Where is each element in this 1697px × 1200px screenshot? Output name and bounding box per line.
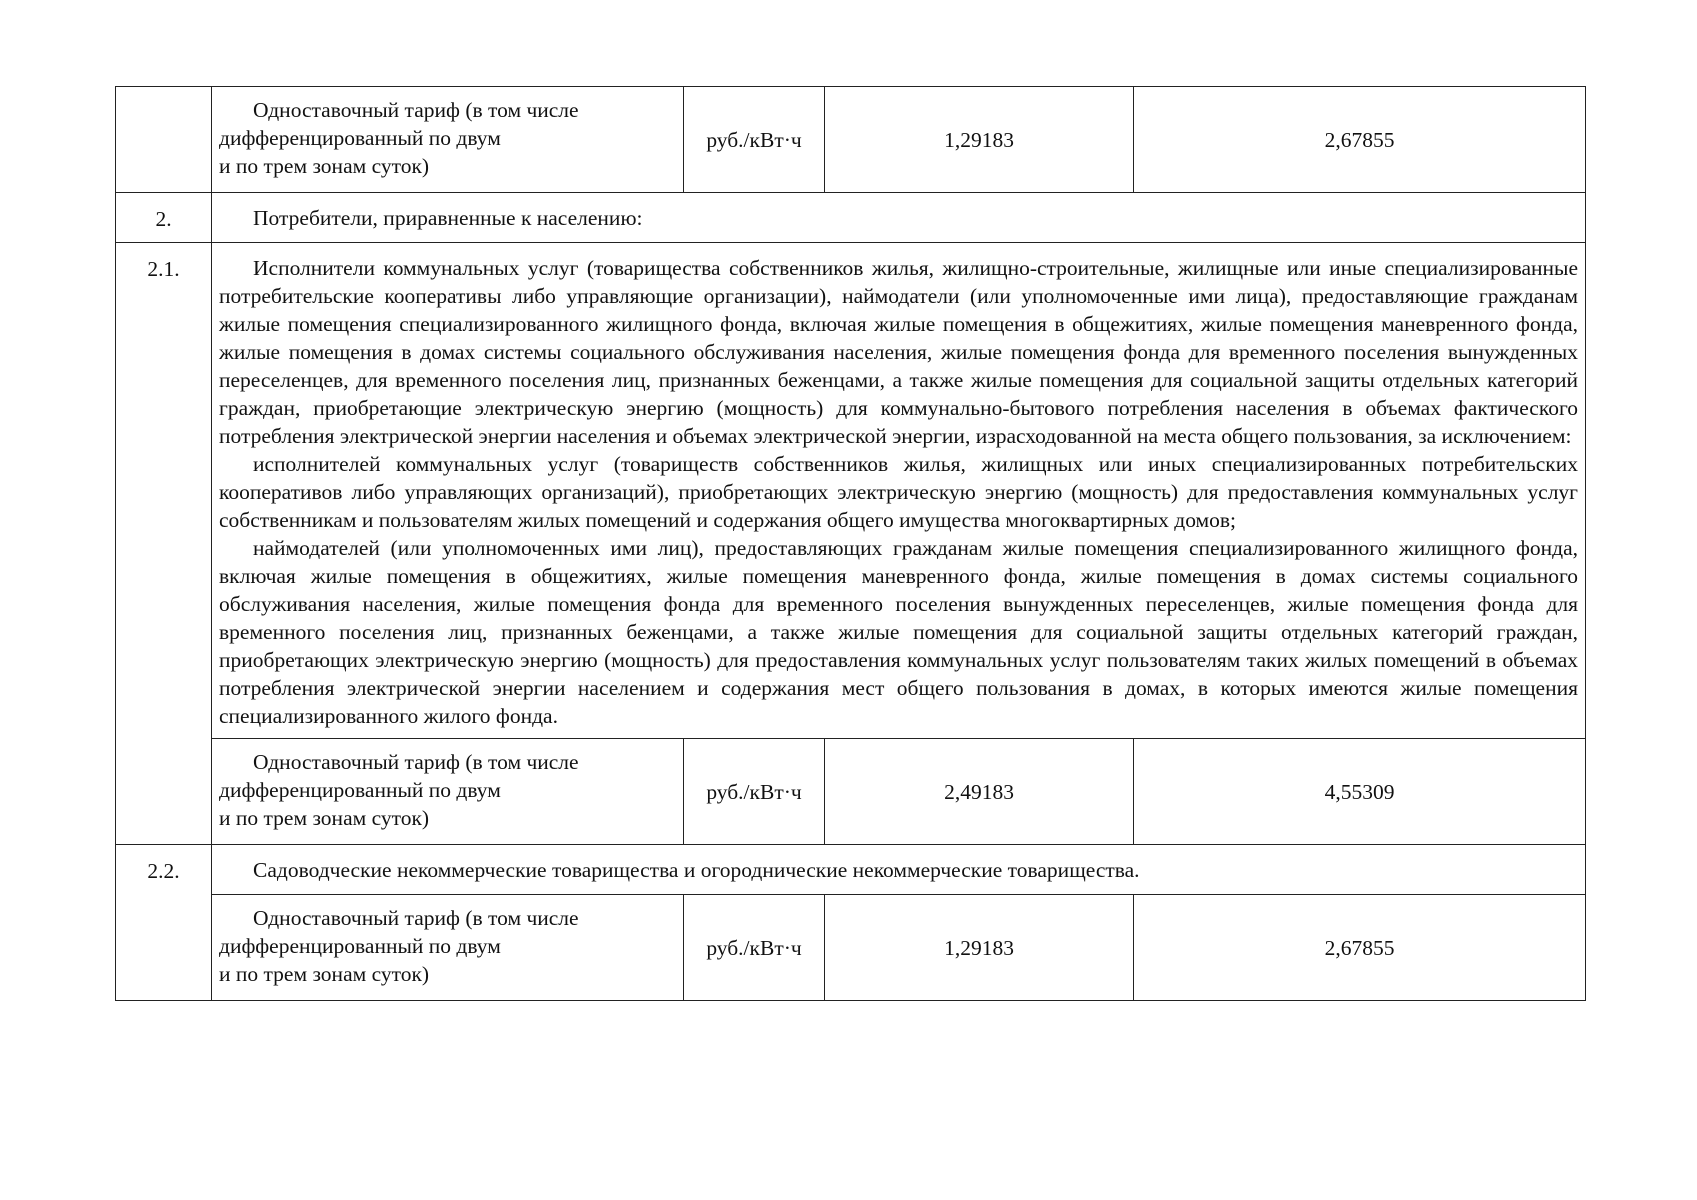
tariff-label-line: Одноставочный тариф (в том числе — [253, 906, 579, 930]
tariff-label-line: Одноставочный тариф (в том числе — [253, 98, 579, 122]
row-description — [212, 845, 1586, 895]
tariff-label-line: дифференцированный по двум — [219, 778, 501, 802]
description-paragraph: Исполнители коммунальных услуг (товарищества собственников жилья, жилищно-строительные, жилищные или иные специализированные потребительские кооперативы либо управляющие организации), наймодатели (или уполномоченные ими лица), предоставляющие гражданам жилые помещения специализированного жилищного фонда, включая жилые помещения в общежитиях, жилые помещения маневренного фонда, жилые помещения в домах системы социального обслуживания населения, жилые помещения фонда для временного поселения вынужденных переселенцев, для временного поселения лиц, признанных беженцами, а также жилые помещения для социальной защиты отдельных категорий граждан, приобретающие электрическую энергию (мощность) для коммунально-бытового потребления населения в объемах фактического потребления электрической энергии населения и объемах электрической энергии, израсходованной на места общего пользования, за исключением: — [219, 256, 1578, 448]
table-row — [116, 243, 1586, 739]
unit-cell: руб./кВт·ч — [684, 87, 825, 193]
tariff-label-line: и по трем зонам суток) — [219, 962, 430, 986]
tariff-value-1: 1,29183 — [825, 895, 1134, 1001]
tariff-value-2: 4,55309 — [1134, 739, 1586, 845]
tariff-label-line: Одноставочный тариф (в том числе — [253, 750, 579, 774]
row-number: 2.1. — [116, 243, 212, 845]
description-paragraph: наймодателей (или уполномоченных ими лиц), предоставляющих гражданам жилые помещения специализированного жилищного фонда, включая жилые помещения в общежитиях, жилые помещения маневренного фонда, жилые помещения в домах системы социального обслуживания населения, жилые помещения фонда для временного поселения вынужденных переселенцев, жилые помещения фонда для временного поселения лиц, признанных беженцами, а также жилые помещения для социальной защиты отдельных категорий граждан, приобретающих электрическую энергию (мощность) для предоставления коммунальных услуг пользователям таких жилых помещений в объемах потребления электрической энергии населением и содержания мест общего пользования в домах, в которых имеются жилые помещения специализированного жилого фонда. — [219, 536, 1578, 728]
table-row — [116, 87, 1586, 193]
tariff-value-1: 1,29183 — [825, 87, 1134, 193]
tariff-label — [212, 739, 684, 845]
description-paragraph: исполнителей коммунальных услуг (товариществ собственников жилья, жилищных или иных специализированных потребительских кооперативов либо управляющих организаций), приобретающих электрическую энергию (мощность) для предоставления коммунальных услуг собственникам и пользователям жилых помещений и содержания общего имущества многоквартирных домов; — [219, 452, 1578, 532]
section-title-text: Потребители, приравненные к населению: — [253, 206, 643, 230]
row-description — [212, 243, 1586, 739]
row-number: 2. — [116, 193, 212, 243]
tariff-label-line: дифференцированный по двум — [219, 126, 501, 150]
table-row — [116, 895, 1586, 1001]
tariff-value-2: 2,67855 — [1134, 87, 1586, 193]
table-row — [116, 845, 1586, 895]
row-number — [116, 87, 212, 193]
description-paragraph: Садоводческие некоммерческие товарищества и огороднические некоммерческие товарищества. — [253, 858, 1140, 882]
unit-cell: руб./кВт·ч — [684, 895, 825, 1001]
tariff-value-1: 2,49183 — [825, 739, 1134, 845]
tariff-table — [115, 86, 1586, 1001]
section-title — [212, 193, 1586, 243]
table-row — [116, 193, 1586, 243]
row-number: 2.2. — [116, 845, 212, 1001]
tariff-label-line: и по трем зонам суток) — [219, 154, 430, 178]
tariff-value-2: 2,67855 — [1134, 895, 1586, 1001]
tariff-label — [212, 87, 684, 193]
tariff-label-line: дифференцированный по двум — [219, 934, 501, 958]
unit-cell: руб./кВт·ч — [684, 739, 825, 845]
tariff-label-line: и по трем зонам суток) — [219, 806, 430, 830]
tariff-label — [212, 895, 684, 1001]
table-row — [116, 739, 1586, 845]
